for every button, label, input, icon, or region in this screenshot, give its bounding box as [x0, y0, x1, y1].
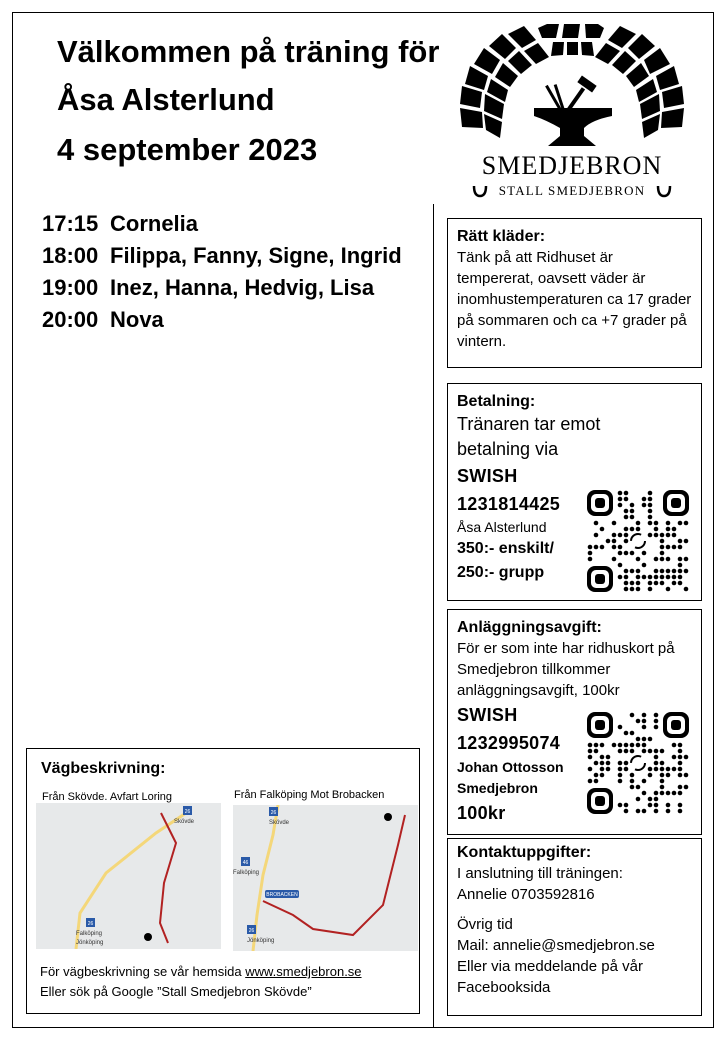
fee-method: SWISH: [457, 705, 518, 725]
slot-time: 18:00: [42, 243, 99, 268]
fee-text: För er som inte har ridhuskort på Smedjebron tillkommer anläggningsavgift, 100kr: [457, 640, 675, 699]
contact-line: I anslutning till träningen:: [457, 865, 623, 882]
title-line-3: 4 september 2023: [57, 132, 318, 167]
title-line-1: Välkommen på träning för: [57, 34, 440, 69]
schedule-list: [42, 208, 422, 336]
map2-jonkoping-label: Jönköping: [247, 938, 275, 944]
logo-arch-graphic: [452, 24, 692, 202]
smedjebron-logo: [452, 24, 692, 202]
contact-line: Annelie 0703592816: [457, 886, 595, 903]
schedule-slot: [42, 304, 422, 336]
contact-line: Övrig tid: [457, 916, 513, 933]
horseshoe-icon-right: [658, 186, 670, 196]
map2-brobacken-label: BROBACKEN: [266, 892, 298, 898]
title-line-2: Åsa Alsterlund: [57, 82, 275, 117]
fee-swish-number: 1232995074: [457, 733, 561, 753]
fee-recipient-org: Smedjebron: [457, 780, 538, 796]
slot-time: 17:15: [42, 211, 99, 236]
map-from-skovde: [36, 803, 221, 949]
logo-subtitle-text: STALL SMEDJEBRON: [498, 183, 646, 198]
clothing-title: Rätt kläder:: [457, 228, 546, 245]
map2-falkoping-label: Falköping: [233, 870, 260, 876]
contact-info-box: [447, 838, 702, 1016]
map1-jonkoping-label: Jönköping: [76, 940, 104, 946]
map2-road-label: 46: [242, 860, 249, 866]
map1-road-label: 26: [87, 921, 94, 927]
schedule-slot: [42, 208, 422, 240]
logo-name-text: SMEDJEBRON: [481, 151, 663, 180]
directions-footer-prefix: För vägbeskrivning se vår hemsida: [40, 964, 246, 979]
payment-price-group: 250:- grupp: [457, 564, 545, 581]
map1-road-label: 26: [184, 809, 191, 815]
column-divider: [433, 204, 434, 1028]
map1-falkoping-label: Falköping: [76, 931, 103, 937]
payment-method: SWISH: [457, 466, 518, 486]
slot-time: 19:00: [42, 275, 99, 300]
swish-qr-code-icon: [587, 712, 689, 814]
swish-qr-code-icon: [587, 490, 689, 592]
website-link[interactable]: www.smedjebron.se: [245, 964, 362, 979]
fee-recipient-name: Johan Ottosson: [457, 759, 564, 775]
fee-amount: 100kr: [457, 803, 506, 823]
slot-names: Nova: [110, 307, 164, 332]
payment-recipient: Åsa Alsterlund: [457, 519, 547, 535]
map2-caption: Från Falköping Mot Brobacken: [234, 789, 385, 801]
fee-title: Anläggningsavgift:: [457, 619, 602, 636]
slot-time: 20:00: [42, 307, 99, 332]
schedule-slot: [42, 272, 422, 304]
clothing-info-box: [447, 218, 702, 368]
map2-skovde-label: Skövde: [269, 820, 290, 826]
payment-price-single: 350:- enskilt/: [457, 540, 554, 557]
schedule-slot: [42, 240, 422, 272]
payment-title: Betalning:: [457, 393, 536, 410]
slot-names: Filippa, Fanny, Signe, Ingrid: [110, 243, 402, 268]
slot-names: Cornelia: [110, 211, 199, 236]
horseshoe-icon-left: [474, 186, 486, 196]
directions-footer: [40, 962, 362, 1002]
contact-line: Eller via meddelande på vår Facebooksida: [457, 958, 643, 996]
clothing-text: Tänk på att Ridhuset är tempererat, oavsett väder är inomhustemperaturen ca 17 grader på sommaren och ca +7 grader på vintern.: [457, 249, 692, 350]
map2-road-label: 26: [270, 810, 277, 816]
directions-footer-google: Eller sök på Google ”Stall Smedjebron Skövde”: [40, 984, 312, 999]
slot-names: Inez, Hanna, Hedvig, Lisa: [110, 275, 375, 300]
payment-text: Tränaren tar emot betalning via: [457, 414, 601, 459]
map2-destination-icon: [384, 813, 392, 821]
map2-road-label: 26: [248, 928, 255, 934]
contact-email: Mail: annelie@smedjebron.se: [457, 937, 655, 954]
map1-destination-icon: [144, 933, 152, 941]
map1-skovde-label: Skövde: [174, 819, 195, 825]
map1-caption: Från Skövde. Avfart Loring: [42, 791, 173, 803]
payment-swish-number: 1231814425: [457, 494, 561, 514]
directions-title: Vägbeskrivning:: [41, 760, 166, 777]
contact-title: Kontaktuppgifter:: [457, 844, 592, 861]
map-from-falkoping: [233, 805, 418, 951]
